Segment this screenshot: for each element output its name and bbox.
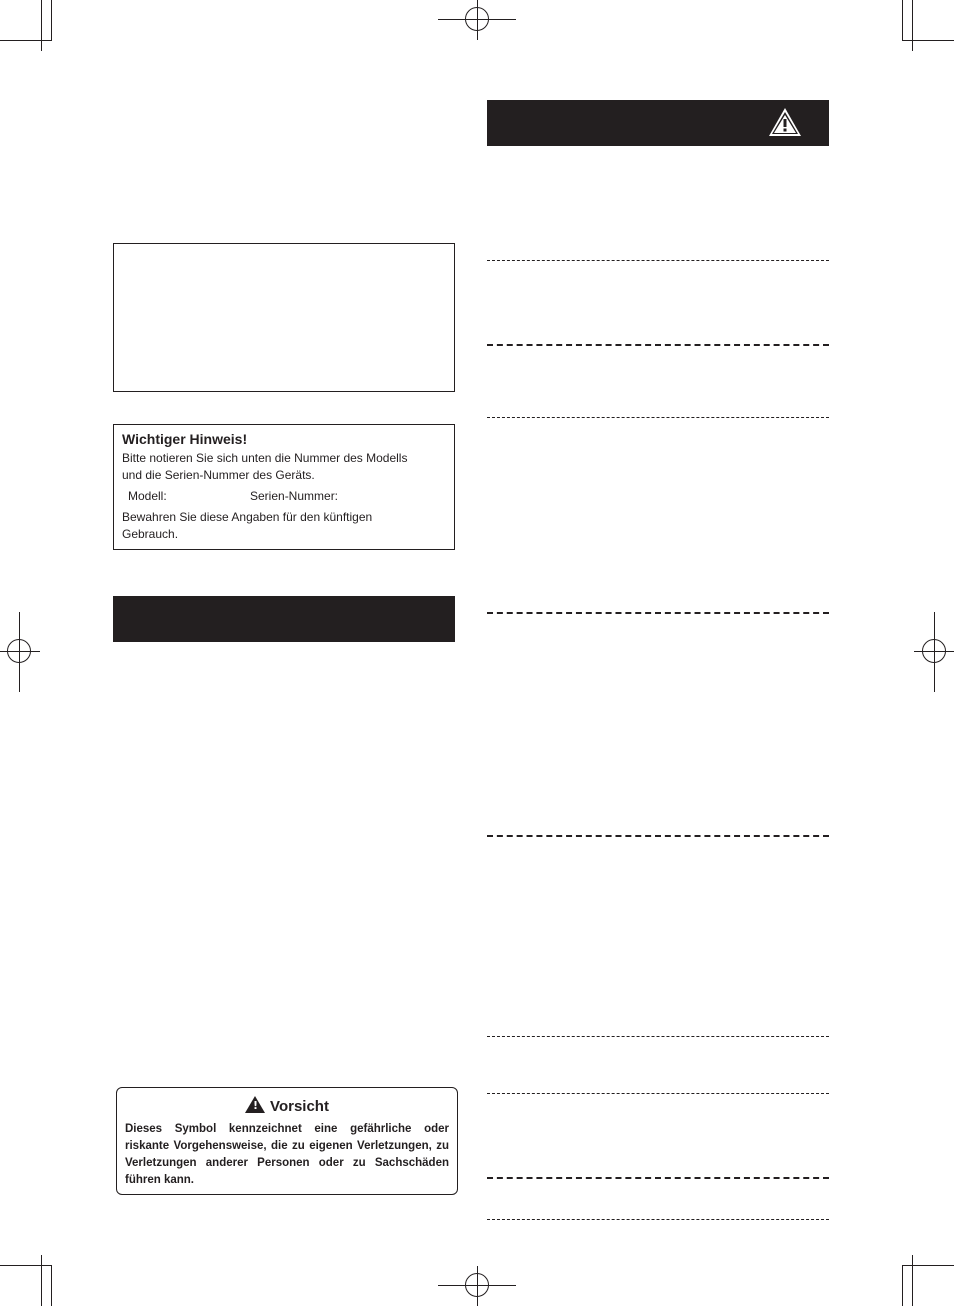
important-notice-box <box>113 424 455 550</box>
dashed-separator <box>487 1036 829 1037</box>
dashed-separator <box>487 417 829 418</box>
warning-triangle-icon <box>245 1096 265 1113</box>
dashed-separator <box>487 1093 829 1094</box>
dashed-separator <box>487 612 829 614</box>
serial-label: Serien-Nummer: <box>250 489 339 503</box>
section-header-bar-right <box>487 100 829 146</box>
notice-line-4: Gebrauch. <box>122 527 179 541</box>
dashed-separator <box>487 260 829 261</box>
notice-line-3: Bewahren Sie diese Angaben für den künftigen <box>122 510 373 524</box>
dashed-separator <box>487 835 829 837</box>
caution-box <box>116 1087 458 1195</box>
notice-fields <box>128 488 446 505</box>
notice-line-2: und die Serien-Nummer des Geräts. <box>122 468 315 482</box>
model-label: Modell: <box>128 489 167 503</box>
dashed-separator <box>487 1219 829 1220</box>
dashed-separator <box>487 344 829 346</box>
empty-frame <box>113 243 455 392</box>
caution-title: Vorsicht <box>270 1098 329 1115</box>
section-header-bar-left <box>113 596 455 642</box>
caution-heading <box>125 1096 449 1117</box>
notice-title: Wichtiger Hinweis! <box>122 431 248 447</box>
warning-triangle-icon <box>767 106 803 138</box>
dashed-separator <box>487 1177 829 1179</box>
caution-text: Dieses Symbol kennzeichnet eine gefährliche oder riskante Vorgehensweise, die zu eigenen Verletzungen, zu Verletzungen anderer Personen oder zu Sachschäden führen kann. <box>125 1123 449 1186</box>
notice-line-1: Bitte notieren Sie sich unten die Nummer des Modells <box>122 451 408 465</box>
